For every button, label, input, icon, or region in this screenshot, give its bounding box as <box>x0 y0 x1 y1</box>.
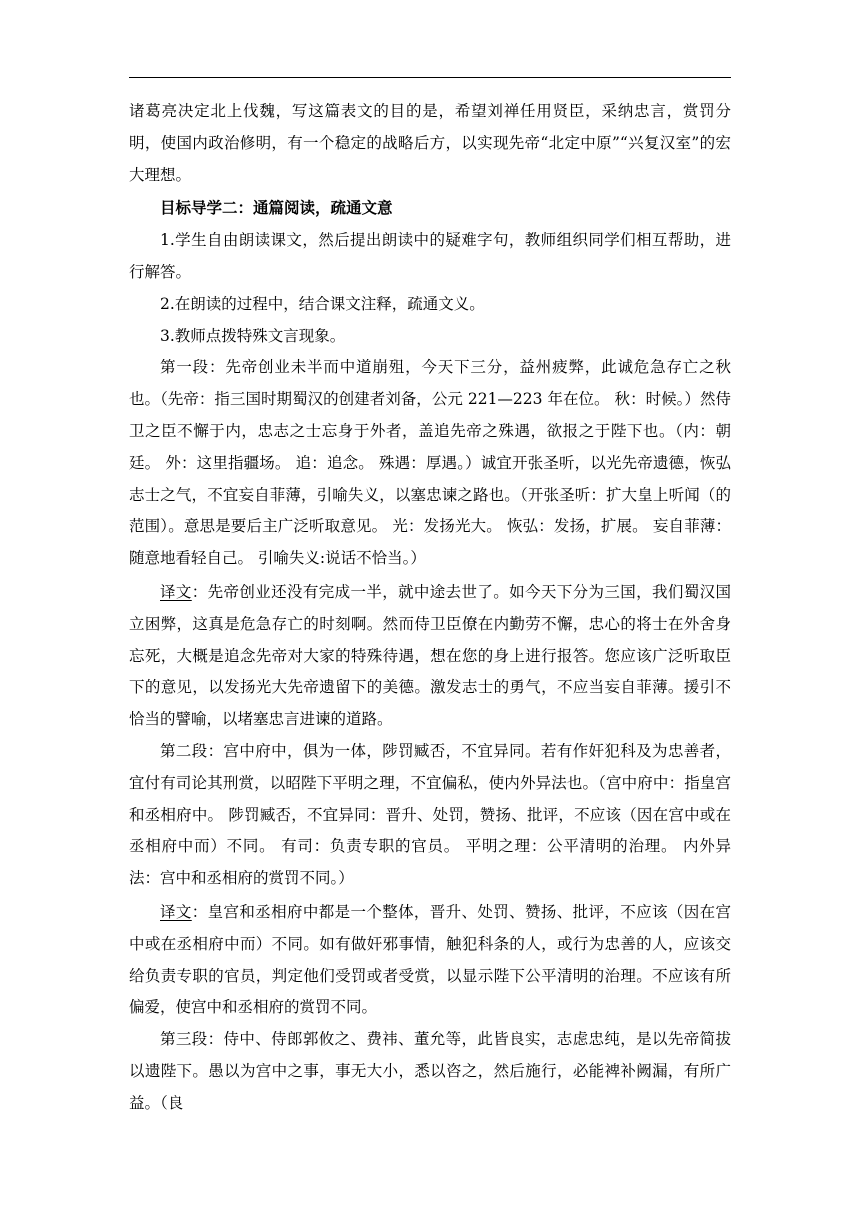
translation-label: 译文 <box>160 582 192 601</box>
document-body <box>129 96 731 1120</box>
paragraph-two: 第二段：宫中府中，俱为一体，陟罚臧否，不宜异同。若有作奸犯科及为忠善者，宜付有司论其刑赏，以昭陛下平明之理，不宜偏私，使内外异法也。（宫中府中：指皇宫和丞相府中。 陟罚臧否，不宜异同：晋升、处罚，赞扬、批评，不应该（因在宫中或在丞相府中而）不同。 有司：负责专职的官员。 平明之理：公平清明的治理。 内外异法：宫中和丞相府的赏罚不同。） <box>129 741 731 888</box>
intro-paragraph: 诸葛亮决定北上伐魏，写这篇表文的目的是，希望刘禅任用贤臣，采纳忠言，赏罚分明，使国内政治修明，有一个稳定的战略后方，以实现先帝“北定中原”“兴复汉室”的宏大理想。 <box>129 102 731 184</box>
translation-text: 皇宫和丞相府中都是一个整体，晋升、处罚、赞扬、批评，不应该（因在宫中或在丞相府中而）不同。如有做奸邪事情，触犯科条的人，或行为忠善的人，应该交给负责专职的官员，判定他们受罚或者受赏，以显示陛下公平清明的治理。不应该有所偏爱，使宫中和丞相府的赏罚不同。 <box>129 902 731 1017</box>
paragraph-one: 第一段：先帝创业未半而中道崩殂，今天下三分，益州疲弊，此诚危急存亡之秋也。（先帝：指三国时期蜀汉的创建者刘备，公元 221—223 年在位。 秋：时候。）然侍卫之臣不懈于内，忠志之士忘身于外者，盖追先帝之殊遇，欲报之于陛下也。（内：朝廷。 外：这里指疆场。 追：追念。 殊遇：厚遇。）诚宜开张圣听，以光先帝遗德，恢弘志士之气，不宜妄自菲薄，引喻失义，以塞忠谏之路也。（开张圣听：扩大皇上听闻（的范围）。意思是要后主广泛听取意见。 光：发扬光大。 恢弘：发扬，扩展。 妄自菲薄：随意地看轻自己。 引喻失义:说话不恰当。） <box>129 358 731 568</box>
translation-two <box>129 897 731 1024</box>
section-heading: 目标导学二：通篇阅读，疏通文意 <box>160 199 393 218</box>
header-rule <box>129 77 731 78</box>
step-3: 3.教师点拨特殊文言现象。 <box>160 326 346 345</box>
translation-colon: ： <box>191 902 208 921</box>
translation-text: 先帝创业还没有完成一半，就中途去世了。如今天下分为三国，我们蜀汉国立困弊，这真是危急存亡的时刻啊。然而侍卫臣僚在内勤劳不懈，忠心的将士在外舍身忘死，大概是追念先帝对大家的特殊待遇，想在您的身上进行报答。您应该广泛听取臣下的意见，以发扬光大先帝遗留下的美德。激发志士的勇气，不应当妄自菲薄。援引不恰当的譬喻，以堵塞忠言进谏的道路。 <box>129 582 731 729</box>
translation-one <box>129 577 731 736</box>
paragraph-three: 第三段：侍中、侍郎郭攸之、费祎、董允等，此皆良实，志虑忠纯，是以先帝简拔以遗陛下。愚以为宫中之事，事无大小，悉以咨之，然后施行，必能裨补阙漏，有所广益。（良 <box>129 1030 731 1112</box>
translation-label: 译文 <box>160 902 192 921</box>
step-2: 2.在朗读的过程中，结合课文注释，疏通文义。 <box>160 294 485 313</box>
translation-colon: ： <box>191 582 208 601</box>
step-1: 1.学生自由朗读课文，然后提出朗读中的疑难字句，教师组织同学们相互帮助，进行解答。 <box>129 231 731 281</box>
